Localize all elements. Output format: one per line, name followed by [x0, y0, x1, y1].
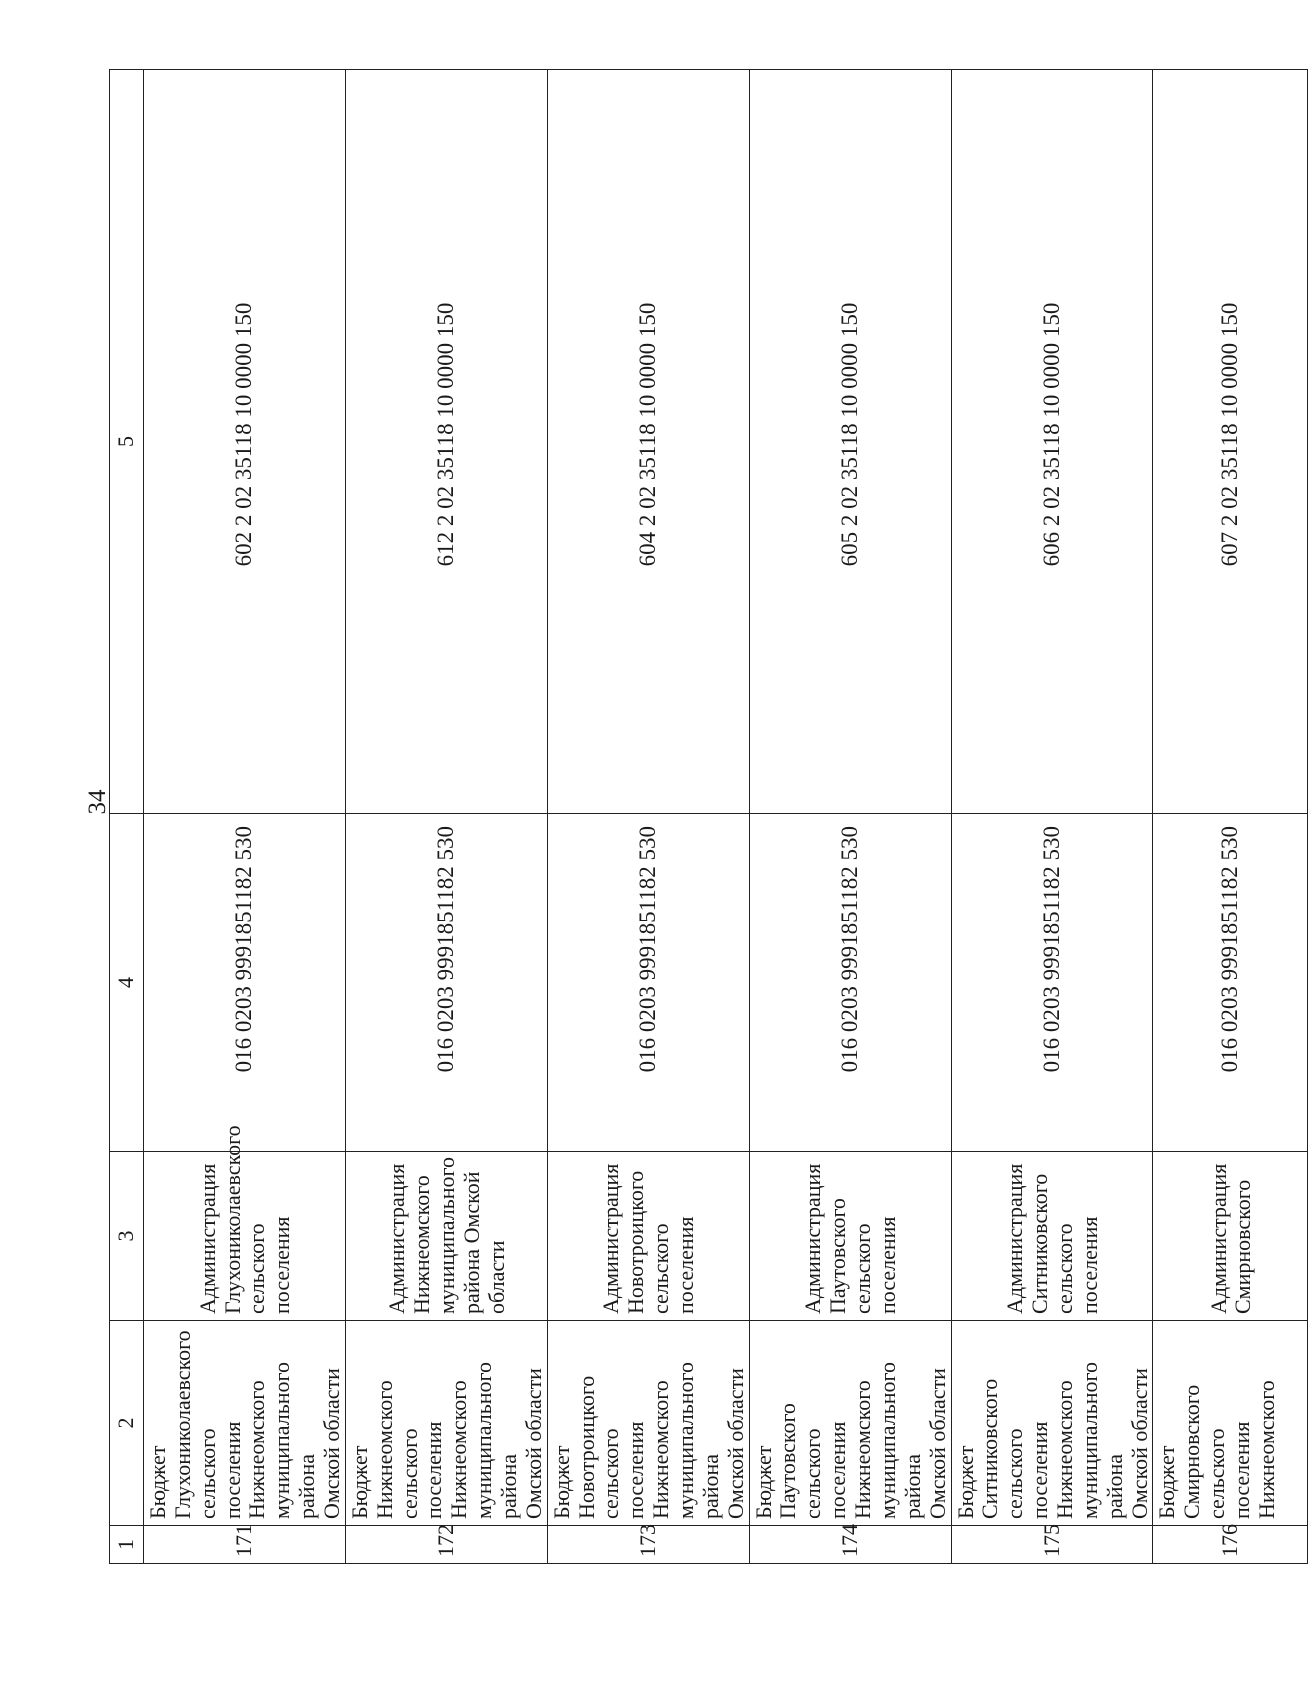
- table-row: [547, 70, 749, 1564]
- income-code: 612 2 02 35118 10 0000 150: [345, 70, 547, 814]
- administrator-cell: [951, 1152, 1153, 1321]
- budget-name: Бюджет Нижнеомского сельского поселения Нижнеомского муниципального района Омской области: [346, 1361, 546, 1519]
- budget-name: Бюджет Ситниковского сельского поселения Нижнеомского муниципального района Омской области: [952, 1361, 1152, 1519]
- income-code: 605 2 02 35118 10 0000 150: [749, 70, 951, 814]
- administrator-name: Администрация Нижнеомского муниципального района Омской области: [384, 1156, 509, 1314]
- table-row: [951, 70, 1153, 1564]
- header-row: [110, 70, 144, 1564]
- header-col-2: 2: [110, 1321, 144, 1526]
- table-body: [144, 70, 1308, 1564]
- expense-code: 016 0203 9991851182 530: [951, 814, 1153, 1152]
- table-row: [345, 70, 547, 1564]
- budget-name: Бюджет Смирновского сельского поселения Нижнеомского: [1154, 1380, 1279, 1519]
- administrator-cell: [345, 1152, 547, 1321]
- administrator-cell: [1153, 1152, 1308, 1321]
- administrator-cell: [144, 1125, 346, 1321]
- expense-code: 016 0203 9991851182 530: [1153, 814, 1308, 1152]
- administrator-name: Администрация Глухониколаевского сельского поселения: [194, 1125, 295, 1314]
- expense-code: 016 0203 9991851182 530: [345, 814, 547, 1152]
- table-row: [1153, 70, 1308, 1564]
- income-code: 604 2 02 35118 10 0000 150: [547, 70, 749, 814]
- table-row: [749, 70, 951, 1564]
- budget-name-cell: [144, 1321, 346, 1526]
- administrator-name: Администрация Смирновского: [1205, 1163, 1256, 1314]
- income-code: 607 2 02 35118 10 0000 150: [1153, 70, 1308, 814]
- budget-name-cell: [547, 1321, 749, 1526]
- row-number: 176: [1153, 1526, 1308, 1564]
- row-number: 171: [144, 1526, 346, 1564]
- administrator-name: Администрация Новотроицкого сельского поселения: [598, 1163, 699, 1314]
- row-number: 175: [951, 1526, 1153, 1564]
- header-col-1: 1: [110, 1526, 144, 1564]
- header-col-5: 5: [110, 70, 144, 814]
- header-col-4: 4: [110, 814, 144, 1152]
- expense-code: 016 0203 9991851182 530: [144, 814, 346, 1152]
- administrator-cell: [547, 1152, 749, 1321]
- administrator-name: Администрация Паутовского сельского поселения: [800, 1163, 900, 1314]
- administrator-name: Администрация Ситниковского сельского поселения: [1002, 1163, 1102, 1314]
- expense-code: 016 0203 9991851182 530: [749, 814, 951, 1152]
- budget-name: Бюджет Глухониколаевского сельского поселения Нижнеомского муниципального района Омской области: [145, 1330, 345, 1519]
- expense-code: 016 0203 9991851182 530: [547, 814, 749, 1152]
- budget-name-cell: [951, 1321, 1153, 1526]
- table-row: [144, 70, 346, 1564]
- row-number: 172: [345, 1526, 547, 1564]
- budget-name-cell: [1153, 1321, 1308, 1526]
- row-number: 174: [749, 1526, 951, 1564]
- administrator-cell: [749, 1152, 951, 1321]
- row-number: 173: [547, 1526, 749, 1564]
- table-header: [110, 70, 144, 1564]
- rotated-table-container: [109, 70, 1279, 1564]
- page-number: 34: [84, 789, 111, 815]
- income-code: 602 2 02 35118 10 0000 150: [144, 70, 346, 814]
- income-code: 606 2 02 35118 10 0000 150: [951, 70, 1153, 814]
- budget-name: Бюджет Новотроицкого сельского поселения Нижнеомского муниципального района Омской области: [548, 1361, 748, 1519]
- budget-name-cell: [345, 1321, 547, 1526]
- budget-table: [109, 69, 1308, 1564]
- header-col-3: 3: [110, 1152, 144, 1321]
- budget-name: Бюджет Паутовского сельского поселения Нижнеомского муниципального района Омской области: [750, 1361, 950, 1519]
- budget-name-cell: [749, 1321, 951, 1526]
